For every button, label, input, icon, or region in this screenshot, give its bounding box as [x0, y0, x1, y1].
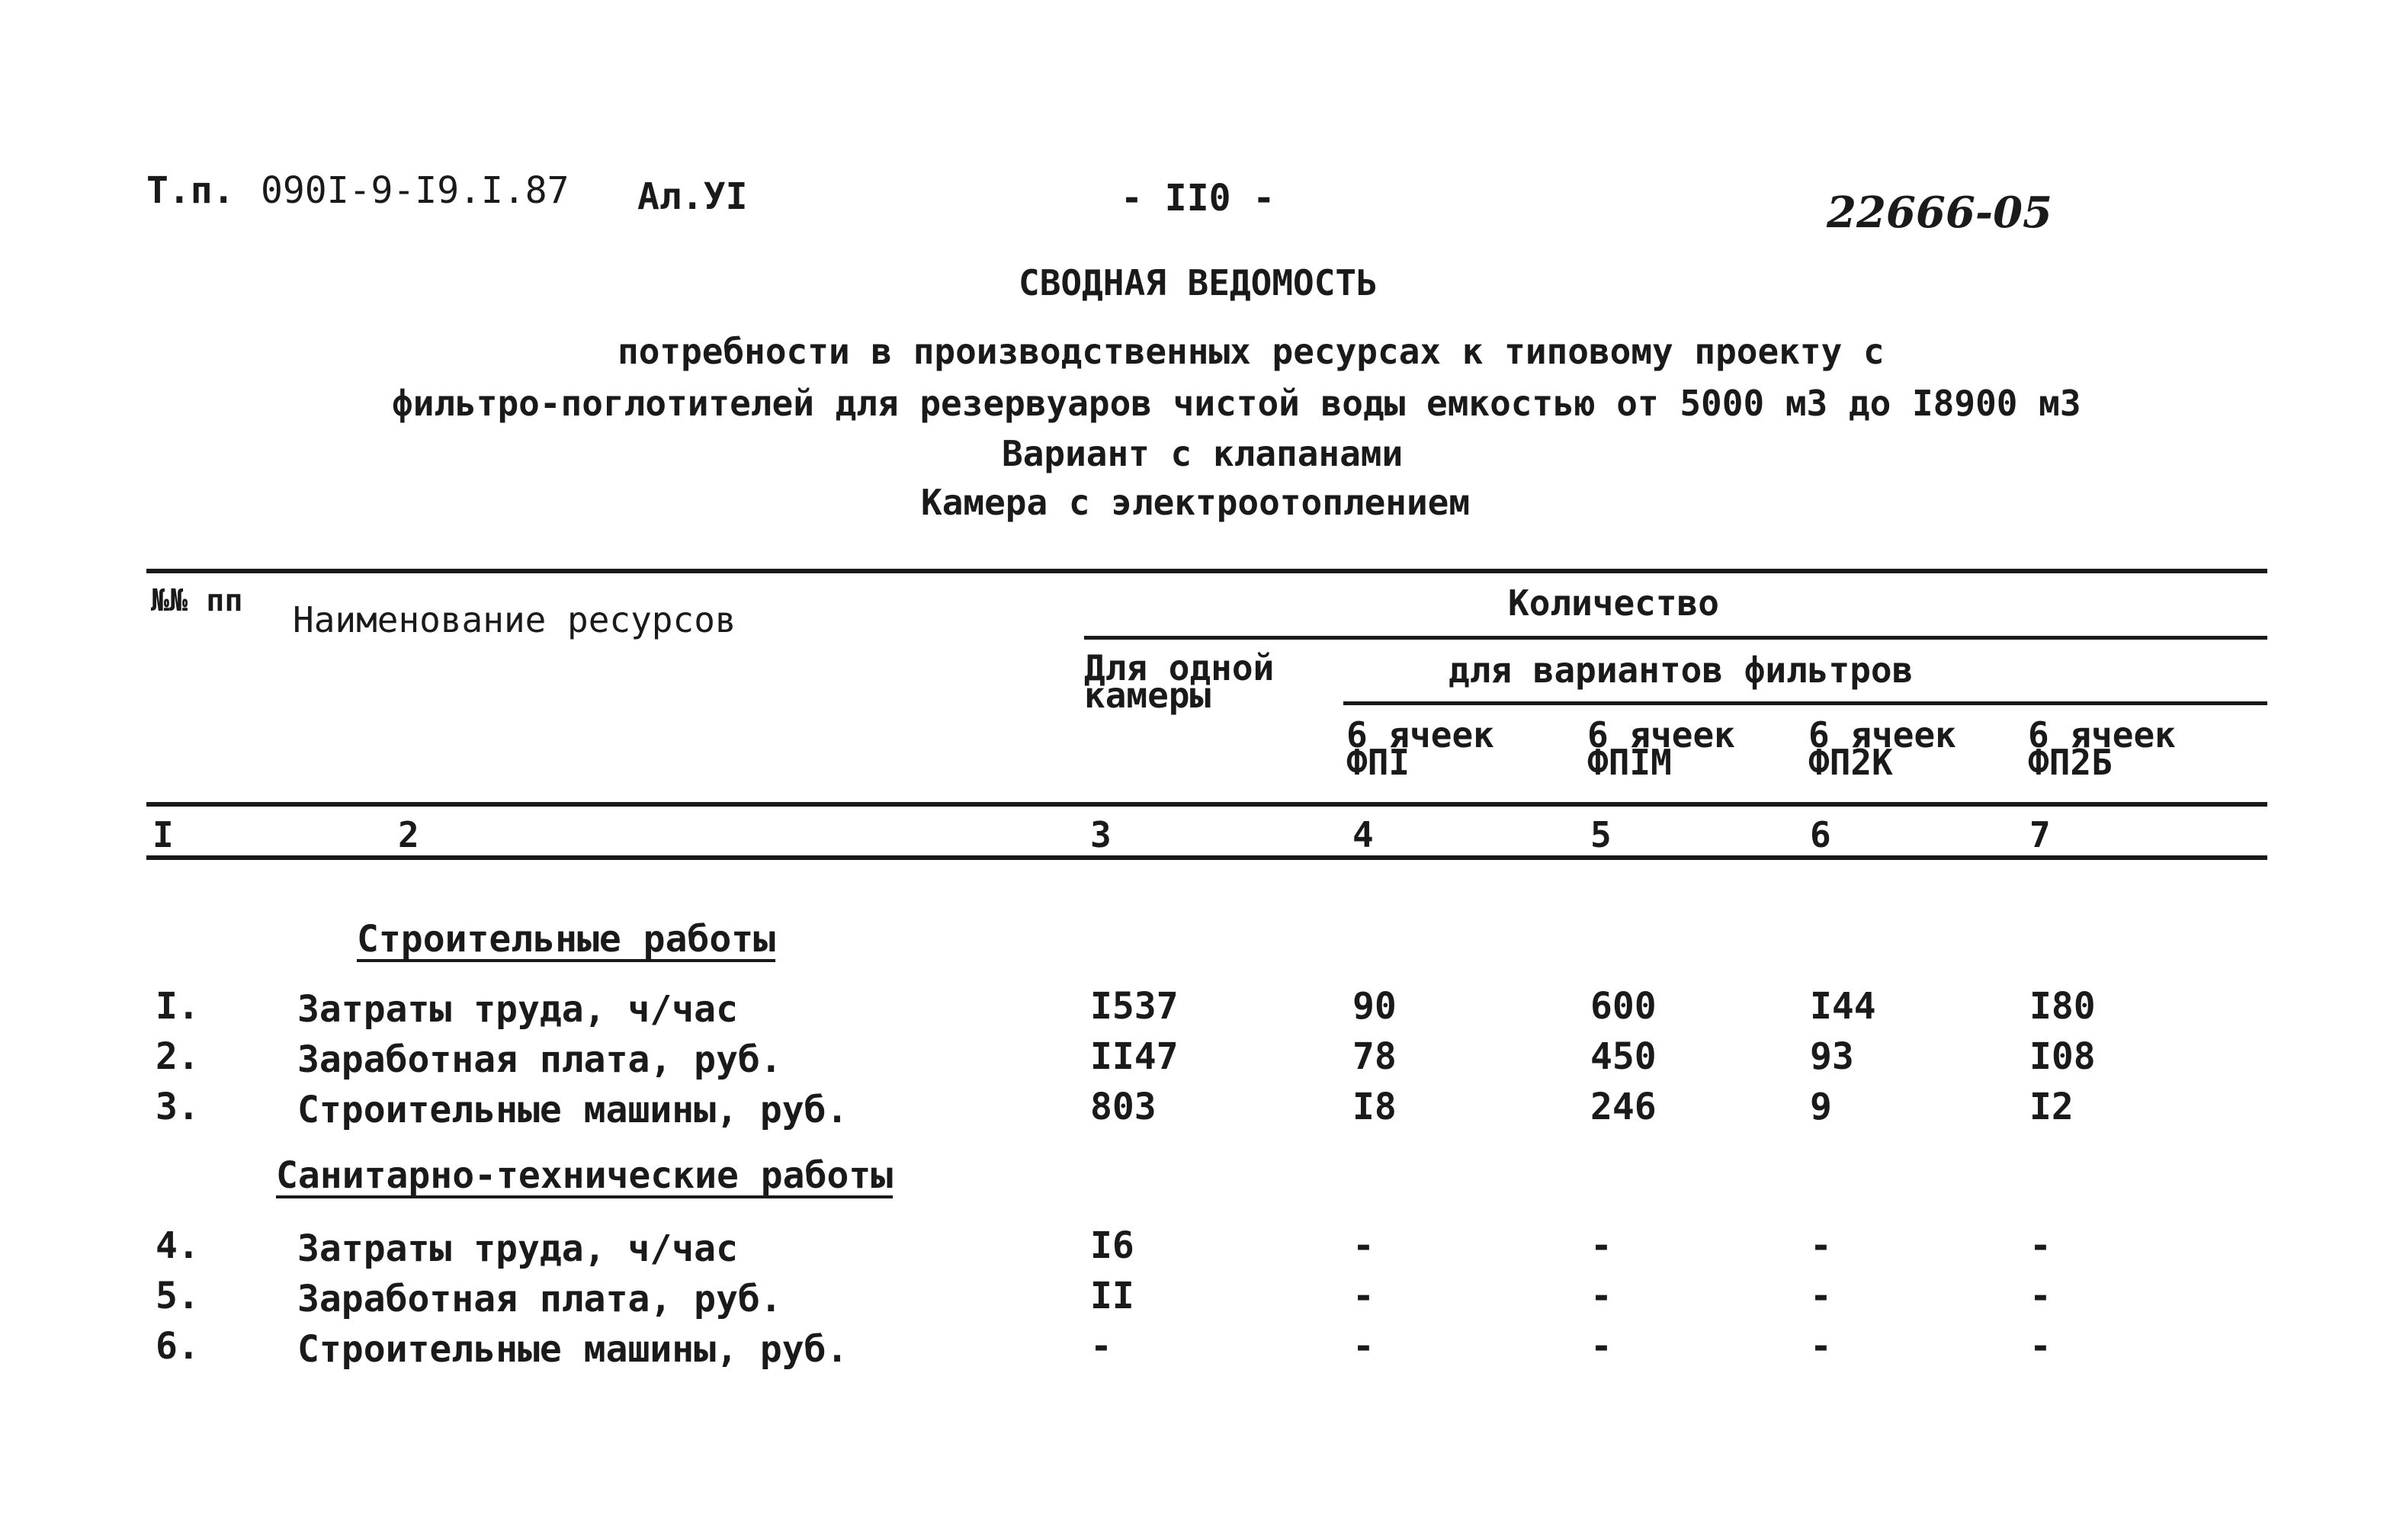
value-filter-1: - [1352, 1275, 1375, 1317]
value-one-chamber: 803 [1090, 1086, 1157, 1128]
value-filter-4: - [2029, 1275, 2052, 1317]
value-one-chamber: - [1090, 1325, 1112, 1368]
table-top-rule [146, 569, 2267, 573]
column-header-filter-1: 6 ячеек ФПI [1346, 714, 1494, 783]
value-filter-3: - [1810, 1275, 1832, 1317]
value-filter-4: - [2029, 1224, 2052, 1267]
value-filter-3: - [1810, 1224, 1832, 1267]
value-one-chamber: I6 [1090, 1224, 1134, 1267]
value-filter-4: - [2029, 1325, 2052, 1368]
value-filter-3: 9 [1810, 1086, 1832, 1128]
value-filter-3: I44 [1810, 985, 1876, 1028]
column-number-3: 3 [1090, 814, 1112, 855]
inventory-stamp: 22666-05 [1827, 188, 2052, 238]
column-number-1: I [152, 814, 174, 855]
column-header-filter-variants: для вариантов фильтров [1449, 650, 1914, 691]
row-name: Строительные машины, руб. [297, 1089, 849, 1131]
column-number-4: 4 [1352, 814, 1374, 855]
value-filter-4: I80 [2029, 985, 2096, 1028]
value-filter-2: 246 [1590, 1086, 1657, 1128]
section-title-construction: Строительные работы [357, 918, 776, 961]
value-filter-2: - [1590, 1325, 1612, 1368]
column-number-7: 7 [2029, 814, 2051, 855]
numbering-rule [146, 855, 2267, 860]
row-number: 6. [156, 1325, 200, 1368]
column-header-name: Наименование ресурсов [293, 599, 736, 640]
value-filter-3: 93 [1810, 1035, 1854, 1078]
section-title-sanitary: Санитарно-технические работы [276, 1154, 894, 1197]
column-number-6: 6 [1810, 814, 1831, 855]
column-header-filter-2: 6 ячеек ФПIМ [1587, 714, 1735, 783]
column-header-one-chamber: Для одной камеры [1084, 647, 1275, 716]
value-filter-4: I2 [2029, 1086, 2074, 1128]
row-number: 5. [156, 1275, 200, 1317]
column-header-number: №№ пп [151, 583, 243, 618]
value-filter-1: I8 [1352, 1086, 1397, 1128]
row-number: 3. [156, 1086, 200, 1128]
value-filter-2: 600 [1590, 985, 1657, 1028]
title-line-3: Вариант с клапанами [1002, 433, 1404, 474]
value-one-chamber: II [1090, 1275, 1134, 1317]
page-number: - II0 - [1121, 177, 1275, 220]
title-line-2: фильтро-поглотителей для резервуаров чистой воды емкостью от 5000 м3 до I8900 м3 [392, 383, 2081, 424]
variants-rule [1343, 701, 2267, 705]
project-code: 090I-9-I9.I.87 [261, 169, 569, 212]
column-header-filter-3: 6 ячеек ФП2К [1808, 714, 1956, 783]
value-filter-1: - [1352, 1224, 1375, 1267]
document-type-label: Т.п. [146, 169, 235, 212]
value-filter-2: 450 [1590, 1035, 1657, 1078]
value-filter-2: - [1590, 1275, 1612, 1317]
value-one-chamber: II47 [1090, 1035, 1179, 1078]
quantity-rule [1084, 636, 2267, 640]
row-number: 4. [156, 1224, 200, 1267]
value-filter-3: - [1810, 1325, 1832, 1368]
title-line-4: Камера с электроотоплением [921, 482, 1471, 523]
column-number-2: 2 [398, 814, 419, 855]
row-name: Затраты труда, ч/час [297, 1227, 738, 1270]
value-filter-1: 78 [1352, 1035, 1397, 1078]
column-header-quantity: Количество [1508, 582, 1719, 624]
album-number: Ал.УI [637, 175, 748, 218]
row-name: Строительные машины, руб. [297, 1328, 849, 1371]
value-filter-1: - [1352, 1325, 1375, 1368]
document-title: СВОДНАЯ ВЕДОМОСТЬ [1019, 262, 1378, 303]
value-filter-1: 90 [1352, 985, 1397, 1028]
value-filter-2: - [1590, 1224, 1612, 1267]
row-name: Заработная плата, руб. [297, 1278, 782, 1320]
row-name: Затраты труда, ч/час [297, 988, 738, 1031]
row-number: 2. [156, 1035, 200, 1078]
row-number: I. [156, 985, 200, 1028]
value-one-chamber: I537 [1090, 985, 1179, 1028]
header-bottom-rule [146, 802, 2267, 807]
title-line-1: потребности в производственных ресурсах к типовому проекту с [618, 331, 1885, 372]
column-header-filter-4: 6 ячеек ФП2Б [2028, 714, 2176, 783]
column-number-5: 5 [1590, 814, 1612, 855]
row-name: Заработная плата, руб. [297, 1038, 782, 1081]
value-filter-4: I08 [2029, 1035, 2096, 1078]
